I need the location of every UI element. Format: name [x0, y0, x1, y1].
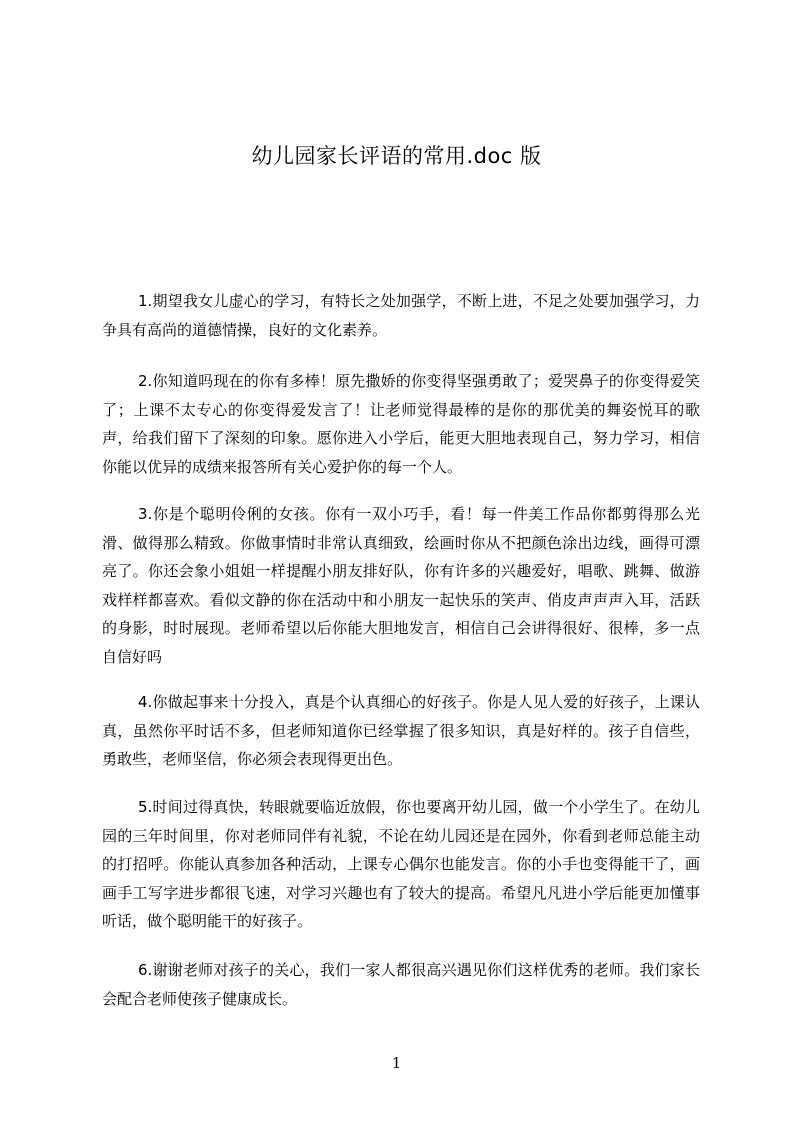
paragraph-4: 4.你做起事来十分投入，真是个认真细心的好孩子。你是人见人爱的好孩子，上课认真，虽然你平时话不多，但老师知道你已经掌握了很多知识，真是好样的。孩子自信些，勇敢些，老师坚信，你必须会表现得更出色。 [102, 693, 700, 768]
paragraph-5: 5.时间过得真快，转眼就要临近放假，你也要离开幼儿园，做一个小学生了。在幼儿园的三年时间里，你对老师同伴有礼貌，不论在幼儿园还是在园外，你看到老师总能主动的打招呼。你能认真参加各种活动，上课专心偶尔也能发言。你的小手也变得能干了，画画手工写字进步都很飞速，对学习兴趣也有了较大的提高。希望凡凡进小学后能更加懂事听话，做个聪明能干的好孩子。 [102, 798, 700, 930]
paragraph-6: 6.谢谢老师对孩子的关心，我们一家人都很高兴遇见你们这样优秀的老师。我们家长会配合老师使孩子健康成长。 [102, 961, 700, 1008]
paragraph-3: 3.你是个聪明伶俐的女孩。你有一双小巧手，看！每一件美工作品你都剪得那么光滑、做得那么精致。你做事情时非常认真细致，绘画时你从不把颜色涂出边线，画得可漂亮了。你还会象小姐姐一样提醒小朋友排好队，你有许多的兴趣爱好，唱歌、跳舞、做游戏样样都喜欢。看似文静的你在活动中和小朋友一起快乐的笑声、俏皮声声声入耳，活跃的身影，时时展现。老师希望以后你能大胆地发言，相信自己会讲得很好、很棒，多一点自信好吗 [102, 505, 700, 666]
paragraph-2: 2.你知道吗现在的你有多棒！原先撒娇的你变得坚强勇敢了；爱哭鼻子的你变得爱笑了；上课不太专心的你变得爱发言了！让老师觉得最棒的是你的那优美的舞姿悦耳的歌声，给我们留下了深刻的印象。愿你进入小学后，能更大胆地表现自己，努力学习，相信你能以优异的成绩来报答所有关心爱护你的每一个人。 [102, 372, 700, 476]
document-title: 幼儿园家长评语的常用.doc 版 [251, 144, 542, 168]
page-number: 1 [391, 1054, 402, 1072]
paragraph-1: 1.期望我女儿虚心的学习，有特长之处加强学，不断上进，不足之处要加强学习，力争具有高尚的道德情操，良好的文化素养。 [102, 292, 700, 339]
